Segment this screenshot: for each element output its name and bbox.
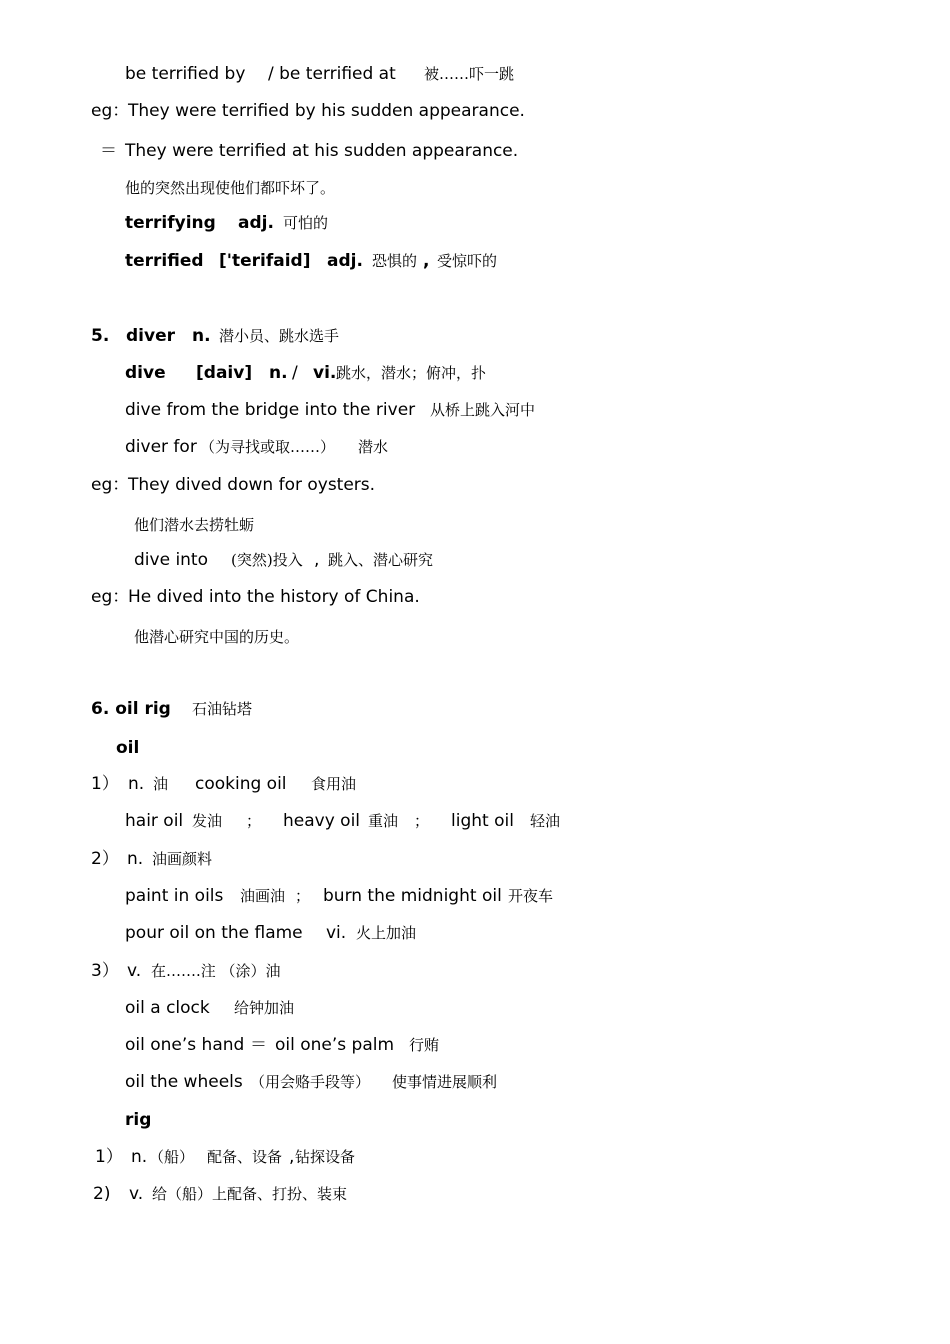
- phrase-translation: 被……吓一跳: [424, 65, 515, 83]
- phrase-paint-in-oils: paint in oils: [125, 886, 224, 906]
- phrase-oil-the-wheels: oil the wheels: [125, 1072, 243, 1092]
- word-translation: 可怕的: [283, 214, 329, 232]
- example-label: eg：: [91, 475, 130, 495]
- phrase-translation-2: 跳入、潜心研究: [328, 551, 434, 569]
- part-of-speech: n.: [128, 774, 145, 794]
- phrase-translation: 行贿: [409, 1036, 440, 1054]
- phrase-translation: 轻油: [530, 812, 561, 830]
- phrase-translation: 使事情进展顺利: [392, 1073, 498, 1091]
- phrase-translation: 给钟加油: [234, 999, 295, 1017]
- part-of-speech: n.: [131, 1147, 148, 1167]
- phrase-light-oil: light oil: [451, 811, 514, 831]
- phrase-dive-into: dive into: [134, 550, 209, 570]
- list-number: 2): [93, 1184, 111, 1204]
- word-translation: 给（船）上配备、打扮、装束: [152, 1185, 348, 1203]
- phrase-be-terrified-by: be terrified by: [125, 64, 246, 84]
- example-sentence: They were terrified by his sudden appearance.: [128, 101, 525, 121]
- subheading-rig: rig: [125, 1110, 152, 1130]
- example-sentence-alt: They were terrified at his sudden appearance.: [125, 141, 519, 161]
- word-translation-2: 受惊吓的: [437, 252, 498, 270]
- word-translation: 恐惧的: [372, 252, 418, 270]
- part-of-speech-verb: vi.: [313, 363, 337, 383]
- phrase-hair-oil: hair oil: [125, 811, 184, 831]
- item-number: 5.: [91, 326, 110, 346]
- phrase-oil-a-clock: oil a clock: [125, 998, 210, 1018]
- word-note: （船）: [149, 1148, 195, 1166]
- part-of-speech: adj.: [327, 251, 363, 271]
- equals-sign: ＝: [100, 141, 117, 161]
- word-translation: 潜小员、跳水选手: [219, 327, 340, 345]
- phrase-translation: 食用油: [311, 775, 357, 793]
- phrase-oil-ones-palm: oil one’s palm: [275, 1035, 395, 1055]
- part-of-speech: n.: [127, 849, 144, 869]
- part-of-speech: adj.: [238, 213, 274, 233]
- separator: ；: [295, 887, 311, 905]
- phrase-translation: 从桥上跳入河中: [430, 401, 536, 419]
- comma: ,: [423, 251, 430, 271]
- separator: ；: [414, 812, 430, 830]
- example-label: eg：: [91, 101, 130, 121]
- subheading-oil: oil: [116, 738, 140, 758]
- example-translation: 他们潜水去捞牡蛎: [134, 516, 255, 534]
- slash: /: [292, 363, 298, 383]
- list-number: 1）: [91, 774, 119, 794]
- phrase-cooking-oil: cooking oil: [195, 774, 287, 794]
- part-of-speech: n.: [192, 326, 211, 346]
- list-number: 1）: [95, 1147, 123, 1167]
- phrase-dive-from-bridge: dive from the bridge into the river: [125, 400, 416, 420]
- word-diver: diver: [126, 326, 175, 346]
- phrase-diver-for: diver for: [125, 437, 197, 457]
- word-terrifying: terrifying: [125, 213, 216, 233]
- phrase-translation: (突然)投入: [231, 551, 303, 569]
- comma: ,: [314, 550, 320, 570]
- phrase-translation: 火上加油: [356, 924, 417, 942]
- separator: ；: [246, 812, 262, 830]
- part-of-speech: v.: [129, 1184, 144, 1204]
- word-translation: 油: [153, 775, 169, 793]
- example-translation: 他潜心研究中国的历史。: [134, 628, 300, 646]
- pronunciation: ['terifaid]: [219, 251, 311, 271]
- phrase-translation: 潜水: [358, 438, 389, 456]
- phrase-translation: 开夜车: [508, 887, 554, 905]
- example-sentence: They dived down for oysters.: [128, 475, 376, 495]
- word-dive: dive: [125, 363, 166, 383]
- example-label: eg：: [91, 587, 130, 607]
- list-number: 2）: [91, 849, 119, 869]
- word-translation: 配备、设备: [207, 1148, 283, 1166]
- phrase-be-terrified-at: / be terrified at: [268, 64, 396, 84]
- example-sentence: He dived into the history of China.: [128, 587, 420, 607]
- word-translation: 在…….注 （涂）油: [151, 962, 281, 980]
- phrase-oil-ones-hand: oil one’s hand: [125, 1035, 245, 1055]
- pronunciation: [daiv]: [196, 363, 253, 383]
- word-translation: 油画颜料: [152, 850, 213, 868]
- phrase-pour-oil-on-flame: pour oil on the flame: [125, 923, 303, 943]
- phrase-note: （为寻找或取……）: [200, 438, 336, 456]
- word-translation: 跳水，潜水；俯冲，扑: [336, 364, 487, 382]
- equals-sign: ＝: [250, 1035, 267, 1055]
- part-of-speech: v.: [127, 961, 142, 981]
- word-terrified: terrified: [125, 251, 204, 271]
- comma: ,: [289, 1147, 295, 1167]
- phrase-burn-midnight-oil: burn the midnight oil: [323, 886, 502, 906]
- phrase-translation: 发油: [192, 812, 223, 830]
- example-translation: 他的突然出现使他们都吓坏了。: [125, 179, 336, 197]
- phrase-note: （用会赂手段等）: [250, 1073, 371, 1091]
- phrase-translation: 重油: [368, 812, 399, 830]
- heading-translation: 石油钻塔: [192, 700, 253, 718]
- part-of-speech-noun: n.: [269, 363, 288, 383]
- list-number: 3）: [91, 961, 119, 981]
- phrase-heavy-oil: heavy oil: [283, 811, 361, 831]
- part-of-speech: vi.: [326, 923, 347, 943]
- word-translation-2: 钻探设备: [295, 1148, 356, 1166]
- phrase-translation: 油画油: [240, 887, 286, 905]
- section-heading-oil-rig: 6. oil rig: [91, 699, 171, 719]
